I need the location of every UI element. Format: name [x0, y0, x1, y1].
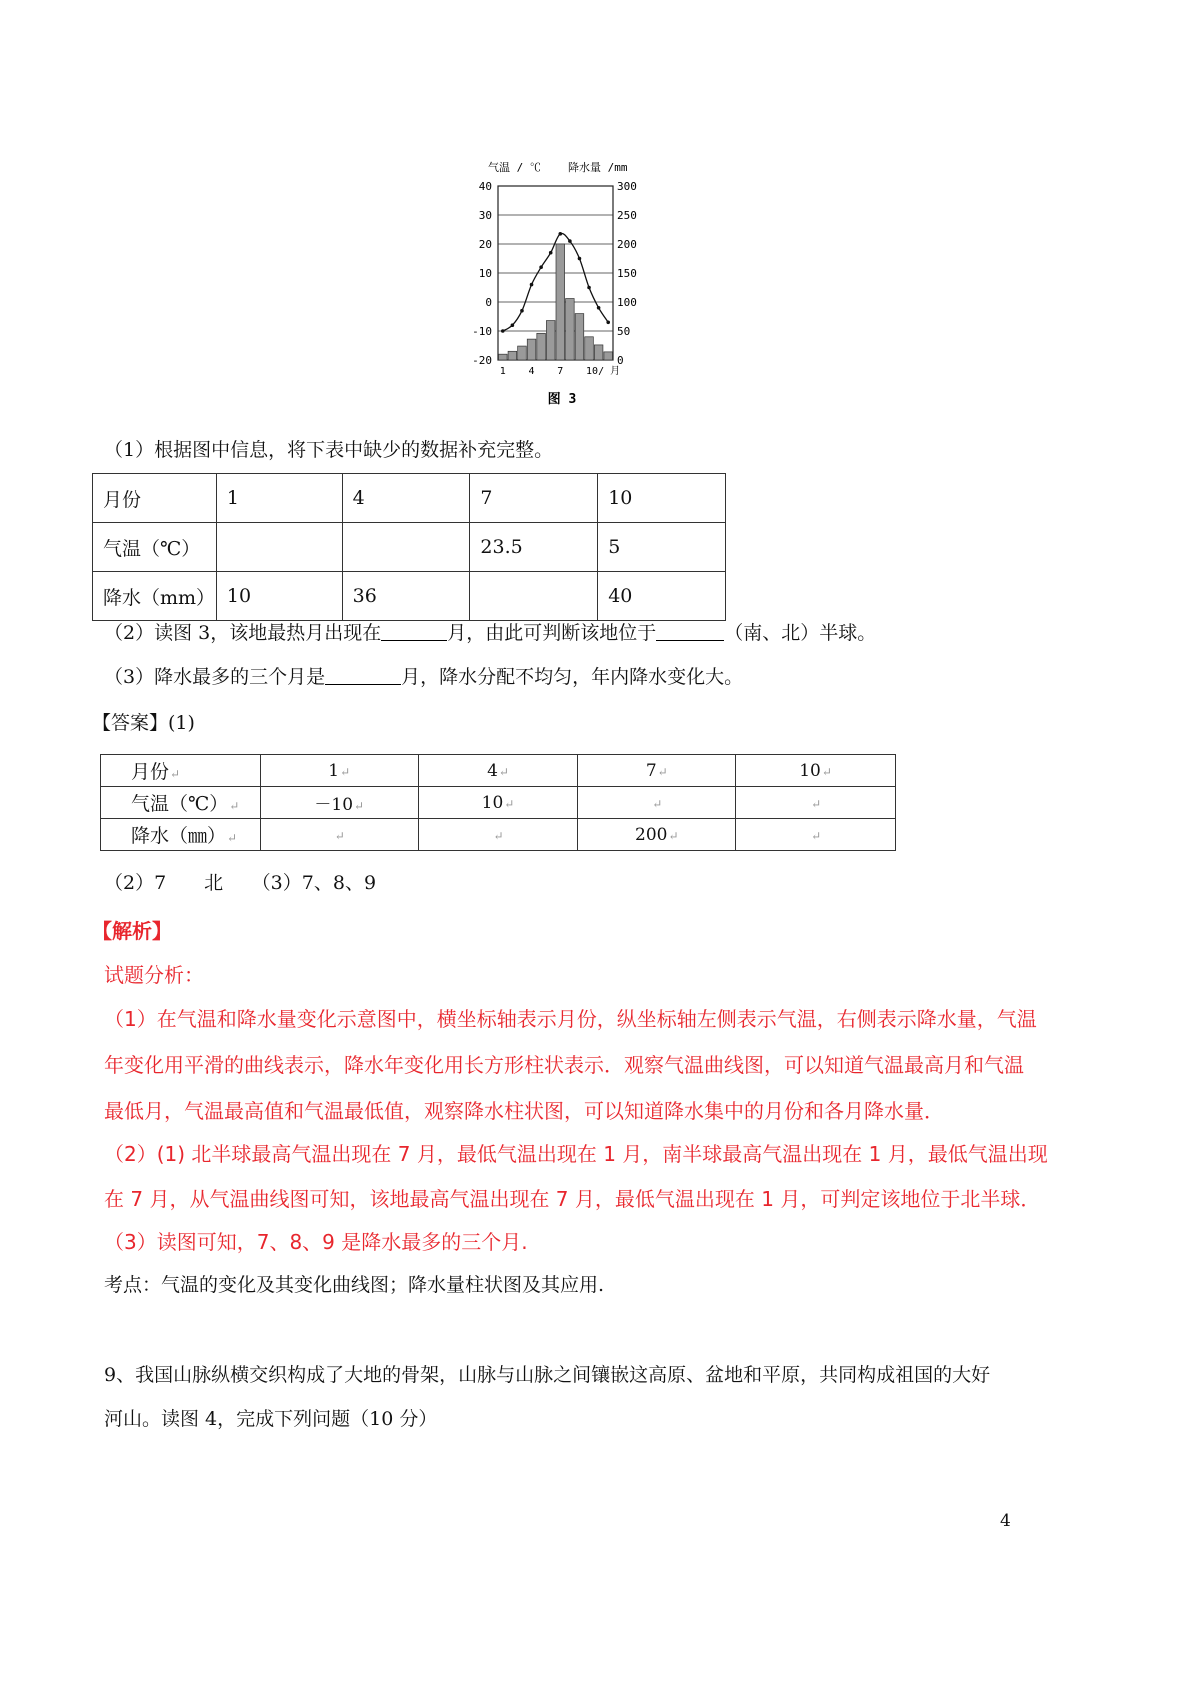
temperature-point — [501, 329, 505, 333]
climate-chart — [468, 160, 648, 415]
analysis-heading: 【解析】 — [92, 919, 172, 943]
x-tick-label: 4 — [528, 366, 535, 377]
temperature-point — [606, 321, 610, 325]
temperature-point — [578, 257, 582, 261]
table-cell: 7↵ — [578, 755, 736, 787]
climate-chart-svg — [468, 160, 648, 415]
precipitation-bar — [518, 346, 527, 360]
q2-text-b: 月，由此可判断该地位于 — [447, 622, 657, 644]
right-tick-label: 250 — [617, 209, 637, 222]
table-row — [93, 474, 726, 523]
table-cell: 月份 — [93, 474, 217, 523]
q9-line: 9、我国山脉纵横交织构成了大地的骨架，山脉与山脉之间镶嵌这高原、盆地和平原，共同构成祖国的大好 — [104, 1364, 991, 1386]
left-tick-label: 40 — [478, 180, 492, 193]
table-row — [101, 755, 896, 787]
x-tick-label: 10/ 月 — [586, 366, 621, 377]
answer-blank[interactable] — [325, 664, 401, 685]
table-cell: －10↵ — [260, 787, 418, 819]
precipitation-bar — [508, 351, 517, 360]
answer-label: 【答案】(1) — [92, 712, 195, 734]
table-cell: ↵ — [418, 819, 578, 851]
left-tick-label: 10 — [478, 267, 492, 280]
precipitation-bar — [594, 345, 603, 360]
table-cell: 7 — [470, 474, 598, 523]
table-cell: 降水（㎜）↵ — [101, 819, 261, 851]
answer-table — [100, 754, 896, 851]
answer-blank[interactable] — [656, 620, 724, 641]
temperature-line — [503, 233, 608, 331]
table-cell: 10 — [598, 474, 726, 523]
table-cell: 10 — [216, 572, 342, 621]
q2-text-a: （2）读图 3，该地最热月出现在 — [104, 622, 382, 644]
table-cell — [216, 523, 342, 572]
precipitation-bar — [499, 354, 508, 360]
table-cell: ↵ — [736, 819, 896, 851]
temperature-point — [511, 323, 515, 327]
left-tick-label: -20 — [472, 354, 492, 367]
temperature-point — [587, 286, 591, 290]
analysis-line: 年变化用平滑的曲线表示，降水年变化用长方形柱状表示．观察气温曲线图，可以知道气温最高月和气温 — [104, 1053, 1024, 1077]
q1-table — [92, 473, 726, 621]
temperature-point — [549, 251, 553, 255]
analysis-subheading: 试题分析： — [104, 963, 204, 987]
kaodian-line: 考点：气温的变化及其变化曲线图；降水量柱状图及其应用. — [104, 1274, 605, 1296]
precipitation-bar — [566, 299, 575, 360]
table-row — [101, 787, 896, 819]
temperature-point — [558, 232, 562, 236]
table-cell: 气温（℃） — [93, 523, 217, 572]
analysis-line: （2）(1) 北半球最高气温出现在 7 月，最低气温出现在 1 月，南半球最高气温出现在 1 月，最低气温出现 — [104, 1142, 1048, 1166]
precipitation-bar — [546, 321, 555, 360]
right-tick-label: 200 — [617, 238, 637, 251]
table-cell: 10↵ — [418, 787, 578, 819]
answer-line2: （2）7 北 （3）7、8、9 — [104, 872, 377, 894]
analysis-line: （3）读图可知，7、8、9 是降水最多的三个月. — [104, 1230, 528, 1254]
table-row — [101, 819, 896, 851]
left-tick-label: 30 — [478, 209, 492, 222]
x-tick-label: 7 — [557, 366, 564, 377]
precipitation-bar — [527, 339, 536, 360]
precipitation-bar — [575, 314, 584, 360]
table-cell: 1 — [216, 474, 342, 523]
q9-line: 河山。读图 4，完成下列问题（10 分） — [104, 1408, 438, 1430]
precipitation-bar — [537, 333, 546, 360]
q3-text-a: （3）降水最多的三个月是 — [104, 666, 326, 688]
table-cell: ↵ — [578, 787, 736, 819]
table-cell: 5 — [598, 523, 726, 572]
precipitation-bar — [604, 352, 613, 360]
precipitation-bar — [556, 244, 565, 360]
table-cell: 1↵ — [260, 755, 418, 787]
table-row — [93, 523, 726, 572]
temperature-point — [597, 306, 601, 310]
page-number: 4 — [1000, 1511, 1011, 1531]
left-tick-label: -10 — [472, 325, 492, 338]
q1-prompt: （1）根据图中信息，将下表中缺少的数据补充完整。 — [104, 439, 554, 461]
right-axis-title: 降水量 /mm — [568, 161, 628, 174]
q2-text-c: （南、北）半球。 — [724, 622, 877, 644]
table-cell: 40 — [598, 572, 726, 621]
left-axis-title: 气温 / ℃ — [488, 161, 541, 174]
q3-text-b: 月，降水分配不均匀，年内降水变化大。 — [401, 666, 744, 688]
q2-line — [104, 620, 876, 646]
right-tick-label: 150 — [617, 267, 637, 280]
right-tick-label: 0 — [617, 354, 624, 367]
x-tick-label: 1 — [499, 366, 506, 377]
temperature-point — [520, 309, 524, 313]
figure-caption: 图 3 — [547, 392, 577, 407]
analysis-line: 在 7 月，从气温曲线图可知，该地最高气温出现在 7 月，最低气温出现在 1 月，可判定该地位于北半球． — [104, 1187, 1041, 1211]
table-cell: ↵ — [736, 787, 896, 819]
left-tick-label: 0 — [485, 296, 492, 309]
analysis-line: （1）在气温和降水量变化示意图中，横坐标轴表示月份，纵坐标轴左侧表示气温，右侧表示降水量，气温 — [104, 1007, 1037, 1031]
table-cell: 月份↵ — [101, 755, 261, 787]
right-tick-label: 50 — [617, 325, 631, 338]
table-cell: ↵ — [260, 819, 418, 851]
table-row — [93, 572, 726, 621]
table-cell: 气温（℃）↵ — [101, 787, 261, 819]
table-cell: 10↵ — [736, 755, 896, 787]
table-cell — [342, 523, 470, 572]
right-tick-label: 300 — [617, 180, 637, 193]
right-tick-label: 100 — [617, 296, 637, 309]
temperature-point — [530, 283, 534, 287]
table-cell: 4 — [342, 474, 470, 523]
q3-line — [104, 664, 743, 690]
left-tick-label: 20 — [478, 238, 492, 251]
table-cell — [470, 572, 598, 621]
answer-blank[interactable] — [381, 620, 447, 641]
analysis-line: 最低月，气温最高值和气温最低值，观察降水柱状图，可以知道降水集中的月份和各月降水量． — [104, 1099, 944, 1123]
table-cell: 36 — [342, 572, 470, 621]
temperature-point — [568, 239, 572, 243]
table-cell: 23.5 — [470, 523, 598, 572]
table-cell: 4↵ — [418, 755, 578, 787]
precipitation-bar — [585, 337, 594, 360]
table-cell: 200↵ — [578, 819, 736, 851]
temperature-point — [539, 265, 543, 269]
table-cell: 降水（mm） — [93, 572, 217, 621]
